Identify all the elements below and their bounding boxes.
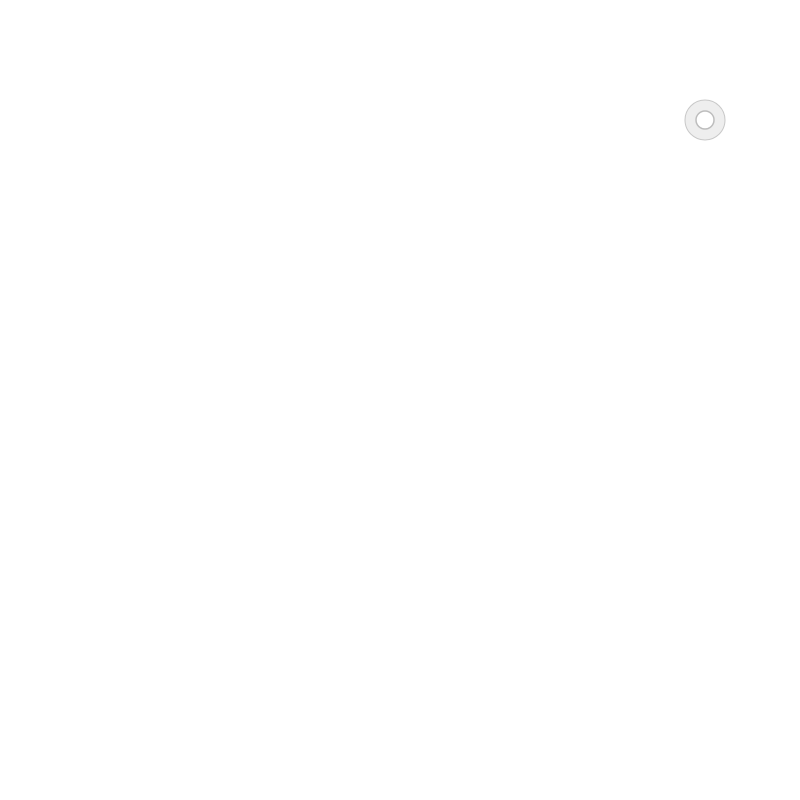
answer-1 xyxy=(32,48,68,72)
answer-6 xyxy=(32,654,68,678)
answer-3 xyxy=(32,293,68,317)
answer-2 xyxy=(32,133,68,157)
spur-gear-image xyxy=(595,20,800,225)
answer-4 xyxy=(32,380,68,404)
gear-bore xyxy=(696,111,714,129)
answer-5 xyxy=(32,499,68,523)
gear-train-image xyxy=(310,722,500,800)
